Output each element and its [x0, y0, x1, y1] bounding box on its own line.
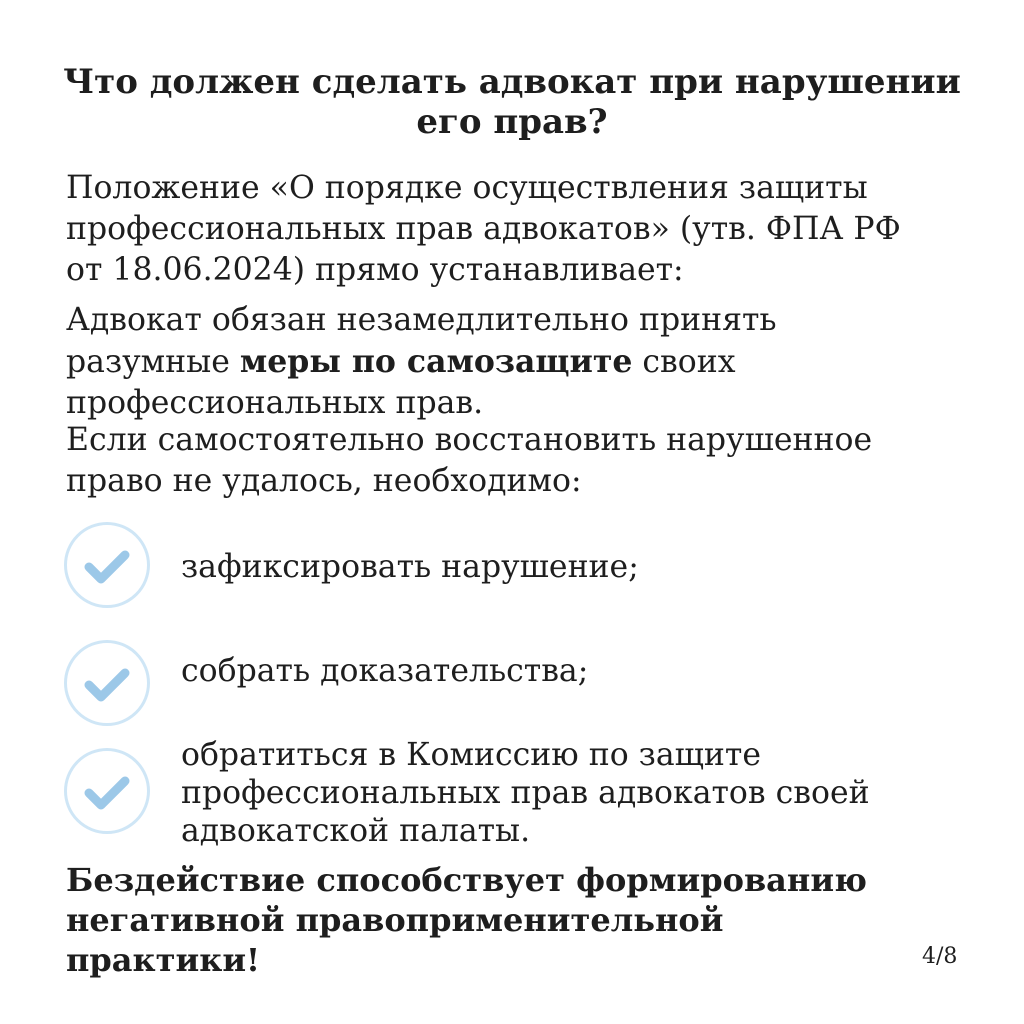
conclusion-line-2: негативной правоприменительной — [66, 901, 724, 939]
duty-line-1: Адвокат обязан незамедлительно принять — [66, 302, 777, 338]
regulation-line-2: профессиональных прав адвокатов» (утв. ФПА РФ — [66, 211, 901, 247]
check-circle-icon — [64, 748, 150, 834]
condition-paragraph — [66, 420, 976, 502]
step-3-line-1: обратиться в Комиссию по защите — [181, 737, 761, 773]
duty-paragraph — [66, 300, 976, 424]
duty-line-3: профессиональных прав. — [66, 385, 484, 421]
check-circle-icon — [64, 640, 150, 726]
step-3-line-3: адвокатской палаты. — [181, 813, 531, 849]
duty-line-2-pre: разумные — [66, 344, 240, 380]
step-text — [181, 652, 971, 690]
step-3-line-2: профессиональных прав адвокатов своей — [181, 775, 870, 811]
regulation-line-3: от 18.06.2024) прямо устанавливает: — [66, 252, 684, 288]
duty-emphasis: меры по самозащите — [239, 343, 633, 380]
duty-line-2-post: своих — [632, 344, 736, 380]
step-2-line-1: собрать доказательства; — [181, 653, 589, 689]
condition-line-2: право не удалось, необходимо: — [66, 463, 582, 499]
step-text — [181, 548, 971, 586]
title-line-1: Что должен сделать адвокат при нарушении — [63, 62, 961, 102]
check-circle-icon — [64, 522, 150, 608]
condition-line-1: Если самостоятельно восстановить нарушенное — [66, 422, 873, 458]
conclusion-line-1: Бездействие способствует формированию — [66, 861, 867, 899]
page-number: 4/8 — [922, 944, 958, 969]
conclusion-text — [66, 860, 926, 980]
step-1-line-1: зафиксировать нарушение; — [181, 549, 639, 585]
page-title — [60, 62, 964, 142]
regulation-paragraph — [66, 168, 976, 291]
step-text — [181, 736, 971, 850]
title-line-2: его прав? — [416, 102, 608, 142]
conclusion-line-3: практики! — [66, 941, 261, 979]
regulation-line-1: Положение «О порядке осуществления защиты — [66, 170, 868, 206]
